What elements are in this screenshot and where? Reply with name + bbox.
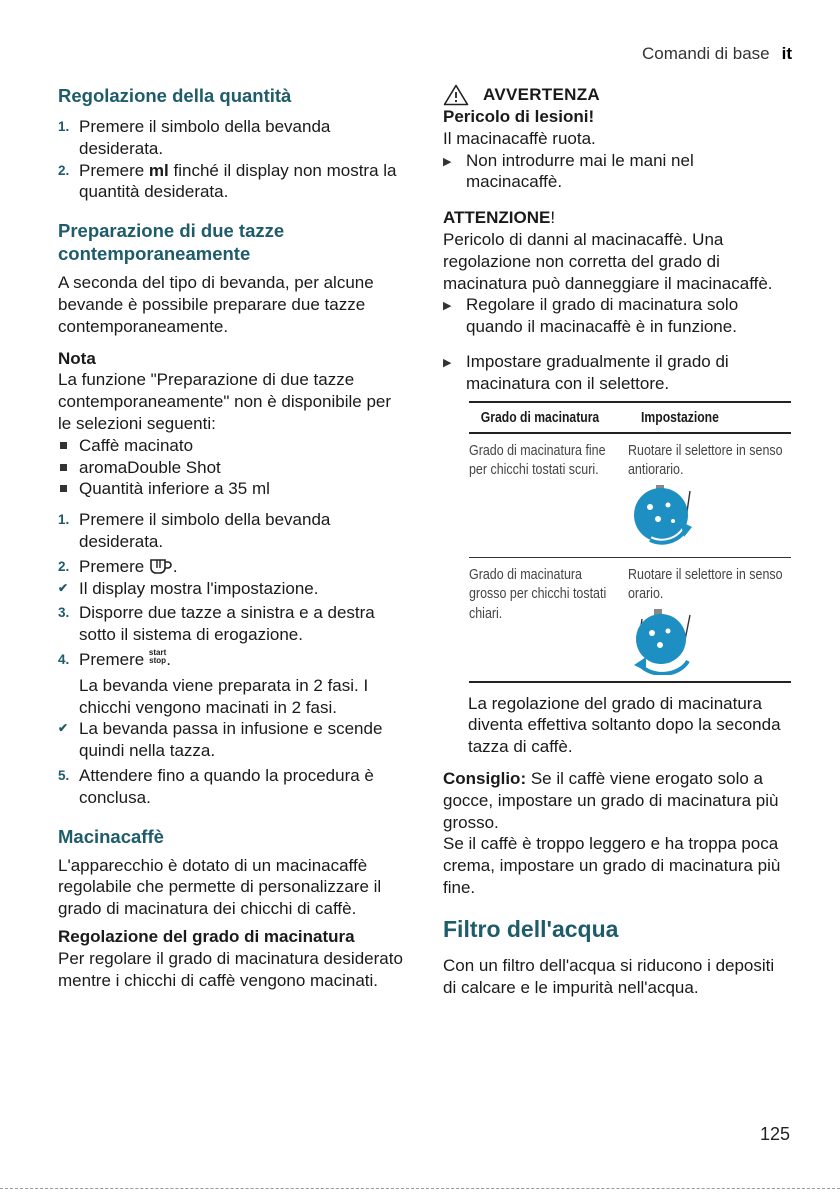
heading-due-tazze: Preparazione di due tazze contemporaneamente [58, 220, 285, 265]
nota-text: La funzione "Preparazione di due tazze contemporaneamente" non è disponibile per le selezioni seguenti: [58, 370, 392, 433]
ml-symbol: ml [148, 160, 169, 180]
warning-text: Il macinacaffè ruota. [443, 128, 596, 148]
dial-ccw-icon [628, 485, 704, 551]
check-icon: ✔ [58, 580, 69, 595]
filtro-text: Con un filtro dell'acqua si riducono i depositi di calcare e le impurità nell'acqua. [443, 955, 775, 997]
step-item: 3. Disporre due tazze a sinistra e a destra sotto il sistema di erogazione. [58, 603, 375, 645]
macinacaffe-text: L'apparecchio è dotato di un macinacaffè regolabile che permette di personalizzare il grado di macinatura dei chicchi di caffè. [58, 855, 382, 919]
table-col-grado: Grado di macinatura [469, 402, 628, 433]
list-item: ▶ Non introdurre mai le mani nel macinacaffè. [443, 150, 694, 192]
right-column [443, 84, 791, 998]
arrow-right-icon: ▶ [443, 356, 452, 369]
attention-title: ATTENZIONE! [443, 208, 556, 228]
attention-text: Pericolo di danni al macinacaffè. Una regolazione non corretta del grado di macinatura può danneggiare il macinacaffè. [443, 229, 773, 293]
list-item: Caffè macinato [58, 435, 403, 457]
start-stop-icon: start stop [148, 647, 167, 665]
table-header-row [469, 402, 791, 433]
crop-line [0, 1188, 840, 1189]
after-table-text: La regolazione del grado di macinatura diventa effettiva soltanto dopo la seconda tazza di caffè. [468, 693, 781, 757]
list-item: aromaDouble Shot [58, 457, 403, 479]
dial-cw-icon [628, 609, 704, 675]
result-item: ✔ Il display mostra l'impostazione. [58, 578, 319, 598]
table-col-impostazione: Impostazione [628, 402, 791, 433]
heading-filtro: Filtro dell'acqua [443, 915, 619, 942]
header-lang: it [781, 44, 792, 63]
tip-text: Consiglio: Se il caffè viene erogato solo a gocce, impostare un grado di macinatura più grosso. [443, 768, 779, 832]
left-column [58, 84, 403, 991]
step-item: 4. Premere start stop. [58, 647, 171, 669]
table-row: Grado di macinatura fine per chicchi tostati scuri. Ruotare il selettore in senso antiorario. [469, 433, 791, 558]
header-section: Comandi di base [642, 44, 770, 63]
due-intro: A seconda del tipo di bevanda, per alcune bevande è possibile preparare due tazze contemporaneamente. [58, 273, 374, 336]
warning-triangle-icon [443, 84, 469, 106]
table-row: Grado di macinatura grosso per chicchi tostati chiari. Ruotare il selettore in senso orario. [469, 557, 791, 682]
arrow-right-icon: ▶ [443, 300, 452, 313]
check-icon: ✔ [58, 721, 69, 736]
warning-subtitle: Pericolo di lesioni! [443, 107, 595, 126]
tip-text-2: Se il caffè è troppo leggero e ha troppa poca crema, impostare un grado di macinatura più fine. [443, 834, 781, 897]
page-header [642, 44, 792, 64]
heading-quantita: Regolazione della quantità [58, 85, 292, 106]
list-item: ▶ Impostare gradualmente il grado di macinatura con il selettore. [443, 351, 729, 393]
regolazione-text: Per regolare il grado di macinatura desiderato mentre i chicchi di caffè vengono macinati. [58, 948, 403, 990]
nota-title: Nota [58, 348, 96, 368]
step-item: 1. Premere il simbolo della bevanda desiderata. [58, 117, 331, 158]
warning-title: AVVERTENZA [483, 85, 600, 105]
arrow-right-icon: ▶ [443, 155, 452, 168]
list-item: ▶ Regolare il grado di macinatura solo quando il macinacaffè è in funzione. [443, 295, 739, 337]
step-item: 5. Attendere fino a quando la procedura è conclusa. [58, 765, 374, 807]
warning-header [443, 84, 791, 106]
regolazione-title: Regolazione del grado di macinatura [58, 926, 355, 946]
step-item: 2. Premere . [58, 556, 178, 576]
grind-table [469, 401, 791, 683]
two-cups-icon [149, 557, 173, 575]
heading-macinacaffe: Macinacaffè [58, 825, 164, 847]
step-item: 2. Premere ml finché il display non mostra la quantità desiderata. [58, 160, 397, 202]
list-item: Quantità inferiore a 35 ml [58, 478, 403, 500]
result-item: ✔ La bevanda passa in infusione e scende quindi nella tazza. [58, 719, 383, 761]
page-number: 125 [759, 1124, 790, 1144]
step-item: 1. Premere il simbolo della bevanda desiderata. [58, 510, 331, 551]
step-4-text: La bevanda viene preparata in 2 fasi. I chicchi vengono macinati in 2 fasi. [79, 675, 369, 717]
